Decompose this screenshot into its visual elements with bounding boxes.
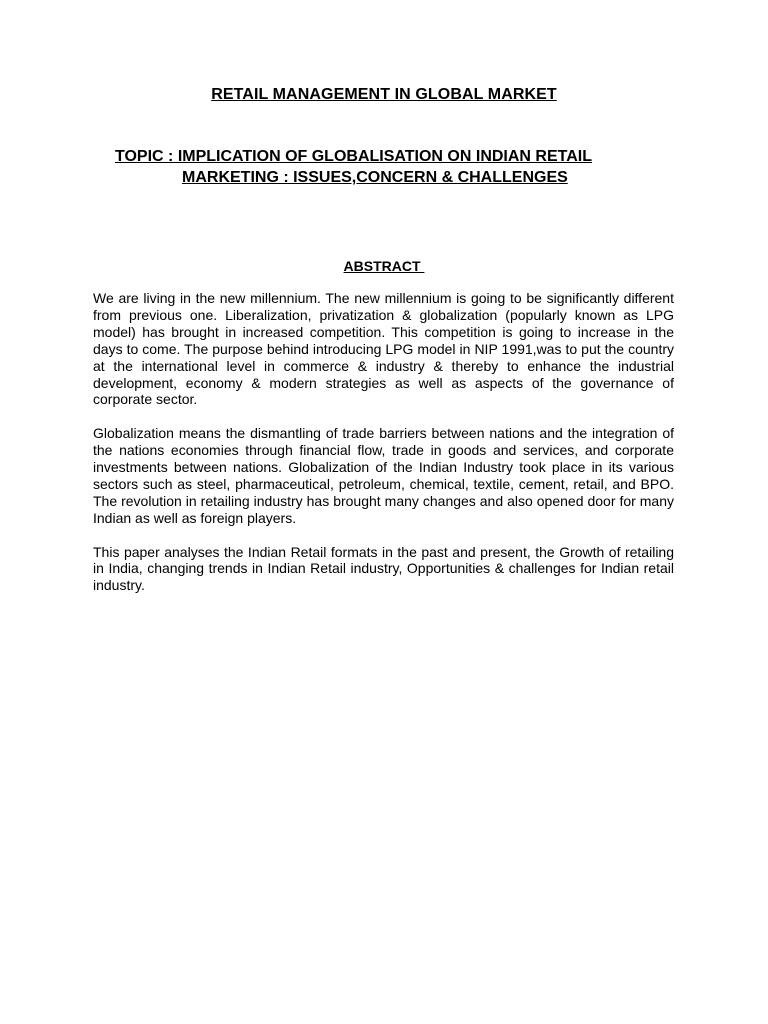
topic-line-1: TOPIC : IMPLICATION OF GLOBALISATION ON INDIAN RETAIL [115, 148, 593, 165]
document-title: RETAIL MANAGEMENT IN GLOBAL MARKET [211, 86, 557, 103]
topic-line-2: MARKETING : ISSUES,CONCERN & CHALLENGES [182, 169, 568, 186]
abstract-paragraph-1: We are living in the new millennium. The new millennium is going to be significantly different from previous one. Liberalization, privatization & globalization (popularly known as LPG model) has brought in increased competition. This competition is going to increase in the days to come. The purpose behind introducing LPG model in NIP 1991,was to put the country at the international level in commerce & industry & thereby to enhance the industrial development, economy & modern strategies as well as aspects of the governance of corporate sector. [93, 290, 674, 408]
abstract-paragraph-3: This paper analyses the Indian Retail formats in the past and present, the Growth of retailing in India, changing trends in Indian Retail industry, Opportunities & challenges for Indian retail industry. [93, 543, 674, 594]
abstract-body [93, 290, 674, 611]
abstract-heading: ABSTRACT [343, 258, 425, 274]
topic-heading [115, 146, 715, 188]
abstract-paragraph-2: Globalization means the dismantling of trade barriers between nations and the integration of the nations economies through financial flow, trade in goods and services, and corporate investments between nations. Globalization of the Indian Industry took place in its various sectors such as steel, pharmaceutical, petroleum, chemical, textile, cement, retail, and BPO. The revolution in retailing industry has brought many changes and also opened door for many Indian as well as foreign players. [93, 425, 674, 526]
